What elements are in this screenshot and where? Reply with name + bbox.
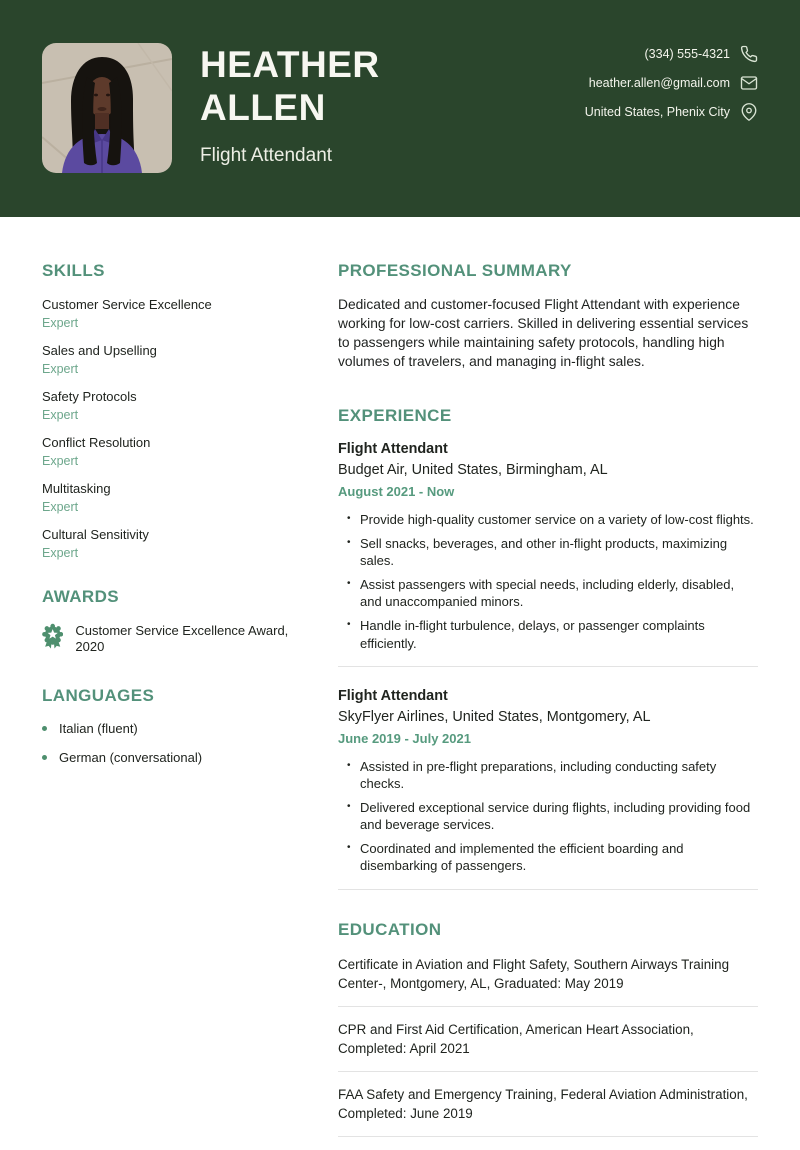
languages-section [42,686,294,765]
skill-level: Expert [42,362,79,376]
skill-level: Expert [42,500,79,514]
education-item: Certificate in Aviation and Flight Safety, Southern Airways Training Center-, Montgomery, AL, Graduated: May 2019 [338,956,730,991]
job-company: SkyFlyer Airlines, United States, Montgomery, AL [338,708,651,725]
job-bullet: • Handle in-flight turbulence, delays, or passenger complaints efficiently. [347,617,758,651]
language-text: German (conversational) [59,749,203,765]
person-name-line2: ALLEN [200,87,326,128]
skill-name: Customer Service Excellence [42,297,212,312]
profile-photo [42,43,172,173]
profile-photo-illustration [42,43,172,173]
job-dates: August 2021 - Now [338,483,455,499]
summary-section [338,261,758,372]
skill-level: Expert [42,454,79,468]
skill-name: Safety Protocols [42,389,137,404]
mail-icon [740,74,758,92]
award-text: Customer Service Excellence Award, 2020 [75,623,289,655]
language-text: Italian (fluent) [59,720,138,736]
person-job-title: Flight Attendant [200,145,333,166]
experience-section [338,406,758,890]
bullet-dot-icon [42,755,47,760]
person-name-line1: HEATHER [200,44,380,85]
resume-header [0,0,800,217]
section-divider [338,1136,758,1137]
skill-item [42,388,294,423]
skill-name: Conflict Resolution [42,435,151,450]
skill-level: Expert [42,408,79,422]
resume-body [0,217,800,1150]
contact-location [585,103,758,121]
bullet-dot-icon [42,726,47,731]
section-divider [338,889,758,890]
sidebar-column [42,261,294,1150]
job-company: Budget Air, United States, Birmingham, AL [338,461,608,478]
skill-level: Expert [42,316,79,330]
job-bullet-list [347,511,758,652]
award-item [42,622,294,656]
skill-item [42,342,294,377]
job-dates: June 2019 - July 2021 [338,730,471,746]
job-bullet: • Coordinated and implemented the efficient boarding and disembarking of passengers. [347,840,758,874]
skills-section [42,261,294,561]
section-divider [338,1006,758,1007]
skill-name: Multitasking [42,481,111,496]
job-bullet: • Provide high-quality customer service on a variety of low-cost flights. [347,511,758,528]
location-text: United States, Phenix City [584,105,730,119]
skill-item [42,480,294,515]
language-item [42,750,294,765]
email-address: heather.allen@gmail.com [588,76,730,90]
contact-email [585,74,758,92]
languages-heading: LANGUAGES [42,685,155,705]
contact-phone [585,45,758,63]
contact-block [585,43,758,217]
experience-entry [338,688,758,890]
award-medal-icon [42,622,63,651]
job-bullet: • Sell snacks, beverages, and other in-flight products, maximizing sales. [347,535,758,569]
skill-item [42,434,294,469]
job-bullet-list [347,758,758,875]
education-section [338,920,758,1137]
section-divider [338,666,758,667]
phone-number: (334) 555-4321 [644,47,730,61]
phone-icon [740,45,758,63]
section-divider [338,1071,758,1072]
education-heading: EDUCATION [338,919,442,939]
awards-heading: AWARDS [42,587,120,606]
skill-name: Cultural Sensitivity [42,527,149,542]
summary-heading: PROFESSIONAL SUMMARY [338,261,572,280]
skill-name: Sales and Upselling [42,343,157,358]
job-title: Flight Attendant [338,687,448,704]
job-title: Flight Attendant [338,440,448,457]
language-item [42,721,294,736]
job-bullet: • Assisted in pre-flight preparations, including conducting safety checks. [347,758,758,792]
main-column [338,261,758,1150]
job-bullet: • Delivered exceptional service during flights, including providing food and beverage services. [347,799,758,833]
location-pin-icon [740,103,758,121]
experience-entry [338,441,758,667]
education-item: FAA Safety and Emergency Training, Federal Aviation Administration, Completed: June 2019 [338,1086,748,1121]
skill-level: Expert [42,546,79,560]
experience-heading: EXPERIENCE [338,405,452,425]
job-bullet: • Assist passengers with special needs, including elderly, disabled, and unaccompanied minors. [347,576,758,610]
summary-text: Dedicated and customer-focused Flight Attendant with experience working for low-cost carriers. Skilled in delivering essential services to passengers while maintaining safety protocols, handling high volumes of travelers, and managing in-flight sales. [338,297,749,369]
awards-section [42,587,294,656]
skill-item [42,296,294,331]
skills-heading: SKILLS [42,261,105,280]
skill-item [42,526,294,561]
education-item: CPR and First Aid Certification, American Heart Association, Completed: April 2021 [338,1021,694,1056]
